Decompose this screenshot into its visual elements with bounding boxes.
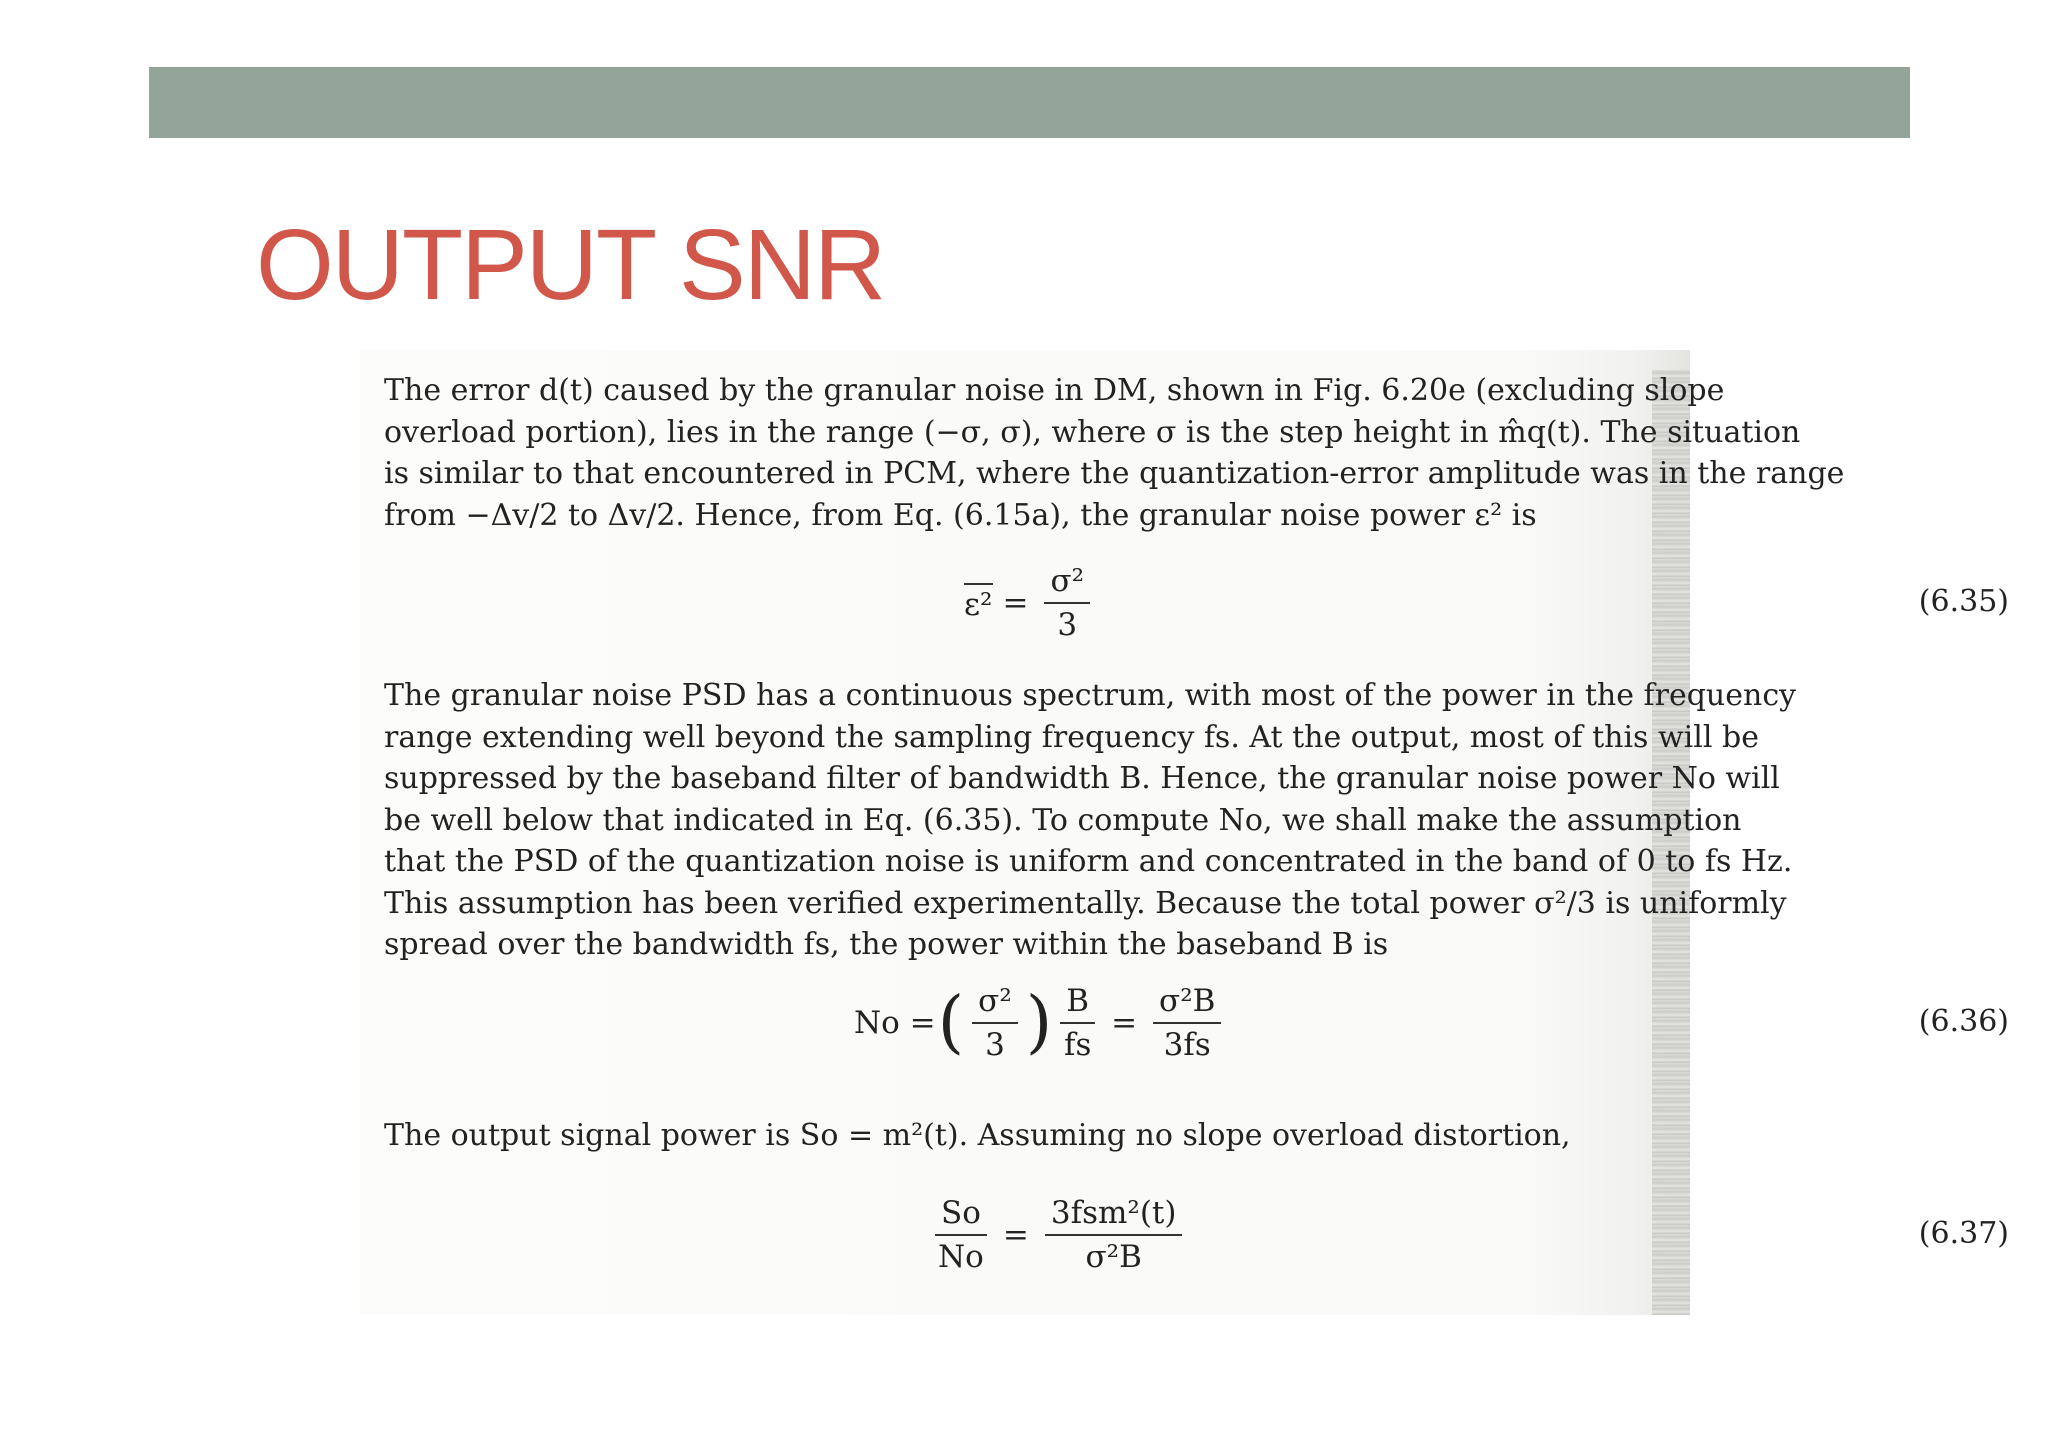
eq-denominator: 3: [985, 1027, 1005, 1063]
text-line: be well below that indicated in Eq. (6.35). To compute No, we shall make the assumption: [384, 802, 1742, 838]
text-line: spread over the bandwidth fs, the power within the baseband B is: [384, 927, 1389, 962]
scanned-textbook-page: [360, 350, 2009, 1315]
text-line: overload portion), lies in the range (−σ, σ), where σ is the step height in m̂q(t). The situation: [384, 414, 1801, 450]
eq-fraction: [1044, 562, 1090, 644]
paragraph-granular-error: [384, 370, 2004, 536]
eq-lhs: ε²: [964, 583, 993, 623]
header-bar: [149, 67, 1910, 138]
eq-denominator: σ²B: [1085, 1239, 1142, 1275]
eq-fraction: [1045, 1194, 1183, 1276]
eq-lhs: No =: [854, 1005, 936, 1041]
eq-denominator: fs: [1063, 1027, 1092, 1063]
left-paren: (: [937, 983, 965, 1062]
eq-operator: =: [1111, 1005, 1138, 1041]
eq-numerator: B: [1060, 982, 1095, 1024]
equation-6-36: [384, 978, 2009, 1068]
text-line: is similar to that encountered in PCM, where the quantization-error amplitude was in the range: [384, 456, 1845, 491]
slide-title: OUTPUT SNR: [256, 209, 885, 321]
eq-numerator: σ²: [1044, 562, 1090, 604]
eq-operator: =: [1002, 585, 1029, 621]
eq-numerator: σ²: [972, 982, 1018, 1024]
eq-denominator: 3: [1057, 607, 1078, 643]
eq-fraction: [935, 1194, 987, 1276]
text-line: The output signal power is So = m²(t). Assuming no slope overload distortion,: [384, 1118, 1571, 1153]
eq-denominator: 3fs: [1163, 1027, 1211, 1063]
eq-numerator: σ²B: [1153, 982, 1221, 1024]
equation-6-35: [384, 558, 2009, 648]
text-line: that the PSD of the quantization noise is uniform and concentrated in the band of 0 to fs Hz.: [384, 844, 1793, 879]
eq-fraction: [1060, 982, 1095, 1064]
text-line: The error d(t) caused by the granular noise in DM, shown in Fig. 6.20e (excluding slope: [384, 373, 1725, 408]
text-line: suppressed by the baseband filter of bandwidth B. Hence, the granular noise power No will: [384, 761, 1780, 796]
text-line: The granular noise PSD has a continuous spectrum, with most of the power in the frequency: [384, 678, 1797, 713]
eq-denominator: No: [938, 1239, 984, 1275]
eq-numerator: So: [935, 1194, 987, 1236]
equation-number: (6.35): [1918, 584, 2009, 619]
right-paren: ): [1025, 983, 1053, 1062]
eq-operator: =: [1002, 1217, 1029, 1253]
equation-number: (6.36): [1918, 1004, 2009, 1039]
text-line: This assumption has been verified experimentally. Because the total power σ²/3 is uniformly: [384, 885, 1787, 921]
eq-fraction: [1153, 982, 1221, 1064]
eq-numerator: 3fsm²(t): [1045, 1194, 1183, 1236]
text-line: from −Δv/2 to Δv/2. Hence, from Eq. (6.15a), the granular noise power ε² is: [384, 497, 1537, 533]
eq-fraction: [972, 982, 1018, 1064]
paragraph-output-signal: [384, 1115, 2004, 1157]
paragraph-psd-assumption: [384, 675, 2004, 966]
equation-6-37: [384, 1190, 2009, 1280]
text-line: range extending well beyond the sampling frequency fs. At the output, most of this will be: [384, 719, 1759, 755]
equation-number: (6.37): [1918, 1216, 2009, 1251]
